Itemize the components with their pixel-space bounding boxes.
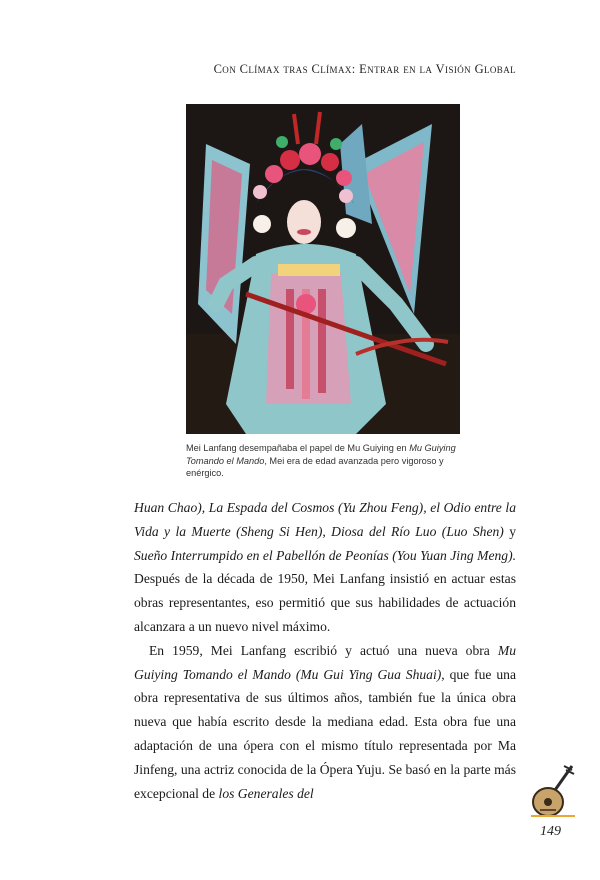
footer-rule — [531, 815, 575, 817]
performer-illustration — [186, 104, 460, 434]
figure-caption — [186, 442, 476, 480]
running-header: Con Clímax tras Clímax: Entrar en la Visión Global — [213, 62, 516, 76]
paragraph-2-text-a: En 1959, Mei Lanfang escribió y actuó una nueva obra — [149, 642, 498, 658]
paragraph-2 — [134, 639, 516, 806]
connector: y — [503, 523, 516, 539]
page-number: 149 — [540, 824, 561, 839]
paragraph-1-text: Después de la década de 1950, Mei Lanfang insistió en actuar estas obras representantes, eso permitió que sus habilidades de actuación alcanzara a un nuevo nivel máximo. — [134, 571, 516, 634]
caption-title: Mu Guiying Tomando el Mando — [186, 443, 456, 466]
work-title-mu-guiying: Mu Guiying Tomando el Mando (Mu Gui Ying Gua Shuai) — [134, 642, 516, 682]
work-title: Sueño Interrumpido en el Pabellón de Peonías (You Yuan Jing Meng). — [134, 547, 516, 563]
works-list: Huan Chao), La Espada del Cosmos (Yu Zhou Feng), el Odio entre la Vida y la Muerte (Sheng Si Hen), Diosa del Río Luo (Luo Shen) — [134, 500, 516, 539]
caption-text-end: , Mei era de edad avanzada pero vigoroso y enérgico. — [186, 455, 444, 478]
pipa-instrument-icon — [528, 762, 584, 822]
body-text — [134, 496, 516, 805]
work-title-generales: los Generales del — [218, 785, 314, 801]
caption-text: Mei Lanfang desempañaba el papel de Mu Guiying en — [186, 443, 410, 453]
paragraph-2-text-b: , que fue una obra representativa de sus últimos años, también fue la única obra nueva que había escrito desde la mediana edad. Esta obra fue una adaptación de una ópera con el mismo título representada por Ma Jinfeng, una actriz conocida de la Ópera Yuju. Se basó en la parte más excepcional de — [134, 666, 516, 801]
opera-performer-photo — [186, 104, 460, 434]
paragraph-1 — [134, 496, 516, 639]
face — [287, 200, 321, 244]
